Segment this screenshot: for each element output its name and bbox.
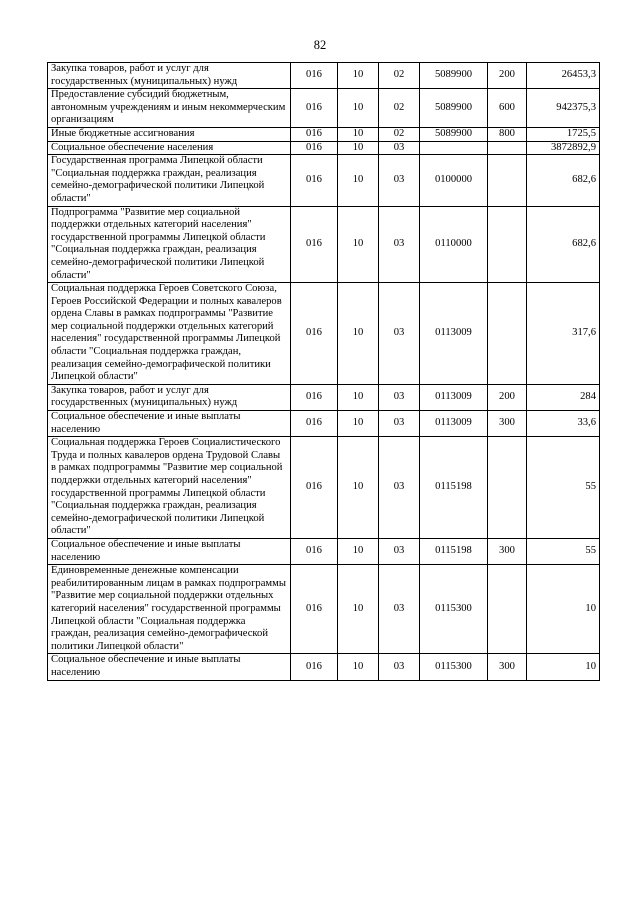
section-code-cell: 10 [338, 565, 379, 654]
table-row [48, 384, 600, 410]
row-name-cell: Социальное обеспечение и иные выплаты населению [48, 538, 291, 564]
table-row [48, 411, 600, 437]
amount-cell: 1725,5 [527, 127, 600, 141]
table-row [48, 127, 600, 141]
section-code-cell: 10 [338, 63, 379, 89]
amount-cell: 55 [527, 437, 600, 539]
amount-cell: 26453,3 [527, 63, 600, 89]
ministry-code-cell: 016 [291, 538, 338, 564]
target-article-cell: 0115300 [420, 654, 488, 680]
subsection-code-cell: 03 [379, 654, 420, 680]
amount-cell: 317,6 [527, 283, 600, 385]
amount-cell: 10 [527, 565, 600, 654]
amount-cell: 682,6 [527, 155, 600, 206]
subsection-code-cell: 03 [379, 565, 420, 654]
section-code-cell: 10 [338, 206, 379, 283]
ministry-code-cell: 016 [291, 127, 338, 141]
row-name-cell: Социальное обеспечение населения [48, 141, 291, 155]
row-name-cell: Единовременные денежные компенсации реабилитированным лицам в рамках подпрограммы "Развитие мер социальной поддержки отдельных категорий населения" государственной программы Липецкой области "Социальная поддержка граждан, реализация семейно-демографической политики Липецкой области" [48, 565, 291, 654]
ministry-code-cell: 016 [291, 283, 338, 385]
subsection-code-cell: 02 [379, 63, 420, 89]
subsection-code-cell: 03 [379, 283, 420, 385]
subsection-code-cell: 02 [379, 127, 420, 141]
expense-type-cell [488, 155, 527, 206]
expense-type-cell: 600 [488, 89, 527, 128]
section-code-cell: 10 [338, 283, 379, 385]
ministry-code-cell: 016 [291, 155, 338, 206]
ministry-code-cell: 016 [291, 411, 338, 437]
row-name-cell: Закупка товаров, работ и услуг для государственных (муниципальных) нужд [48, 384, 291, 410]
target-article-cell: 0113009 [420, 411, 488, 437]
subsection-code-cell: 03 [379, 411, 420, 437]
table-row [48, 63, 600, 89]
target-article-cell: 0113009 [420, 384, 488, 410]
ministry-code-cell: 016 [291, 141, 338, 155]
subsection-code-cell: 03 [379, 384, 420, 410]
row-name-cell: Социальная поддержка Героев Социалистического Труда и полных кавалеров ордена Трудовой Славы в рамках подпрограммы "Развитие мер социальной поддержки отдельных категорий населения" государственной программы Липецкой области "Социальная поддержка граждан, реализация семейно-демографической политики Липецкой области" [48, 437, 291, 539]
target-article-cell: 5089900 [420, 127, 488, 141]
amount-cell: 10 [527, 654, 600, 680]
amount-cell: 55 [527, 538, 600, 564]
subsection-code-cell: 02 [379, 89, 420, 128]
target-article-cell: 0100000 [420, 155, 488, 206]
expense-type-cell: 300 [488, 654, 527, 680]
ministry-code-cell: 016 [291, 565, 338, 654]
section-code-cell: 10 [338, 127, 379, 141]
section-code-cell: 10 [338, 654, 379, 680]
expense-type-cell [488, 206, 527, 283]
expense-type-cell: 300 [488, 411, 527, 437]
table-row [48, 437, 600, 539]
subsection-code-cell: 03 [379, 437, 420, 539]
amount-cell: 33,6 [527, 411, 600, 437]
expense-type-cell: 800 [488, 127, 527, 141]
table-row [48, 654, 600, 680]
expense-type-cell [488, 141, 527, 155]
row-name-cell: Социальное обеспечение и иные выплаты населению [48, 411, 291, 437]
table-row [48, 141, 600, 155]
table-row [48, 89, 600, 128]
target-article-cell: 5089900 [420, 89, 488, 128]
ministry-code-cell: 016 [291, 654, 338, 680]
expense-type-cell [488, 437, 527, 539]
page-number: 82 [313, 38, 327, 52]
amount-cell: 284 [527, 384, 600, 410]
table-row [48, 155, 600, 206]
row-name-cell: Подпрограмма "Развитие мер социальной поддержки отдельных категорий населения" государственной программы Липецкой области "Социальная поддержка граждан, реализация семейно-демографической политики Липецкой области" [48, 206, 291, 283]
section-code-cell: 10 [338, 384, 379, 410]
ministry-code-cell: 016 [291, 437, 338, 539]
amount-cell: 3872892,9 [527, 141, 600, 155]
row-name-cell: Социальная поддержка Героев Советского Союза, Героев Российской Федерации и полных кавалеров ордена Славы в рамках подпрограммы "Развитие мер социальной поддержки отдельных категорий населения" государственной программы Липецкой области "Социальная поддержка граждан, реализация семейно-демографической политики Липецкой области" [48, 283, 291, 385]
expense-type-cell [488, 283, 527, 385]
ministry-code-cell: 016 [291, 384, 338, 410]
expense-type-cell [488, 565, 527, 654]
row-name-cell: Социальное обеспечение и иные выплаты населению [48, 654, 291, 680]
amount-cell: 682,6 [527, 206, 600, 283]
section-code-cell: 10 [338, 155, 379, 206]
ministry-code-cell: 016 [291, 89, 338, 128]
target-article-cell: 0115300 [420, 565, 488, 654]
subsection-code-cell: 03 [379, 538, 420, 564]
target-article-cell: 5089900 [420, 63, 488, 89]
table-row [48, 538, 600, 564]
expense-type-cell: 200 [488, 63, 527, 89]
table-row [48, 206, 600, 283]
section-code-cell: 10 [338, 411, 379, 437]
section-code-cell: 10 [338, 437, 379, 539]
ministry-code-cell: 016 [291, 63, 338, 89]
table-row [48, 565, 600, 654]
target-article-cell: 0113009 [420, 283, 488, 385]
row-name-cell: Закупка товаров, работ и услуг для государственных (муниципальных) нужд [48, 63, 291, 89]
row-name-cell: Государственная программа Липецкой области "Социальная поддержка граждан, реализация семейно-демографической политики Липецкой области" [48, 155, 291, 206]
section-code-cell: 10 [338, 89, 379, 128]
target-article-cell [420, 141, 488, 155]
table-row [48, 283, 600, 385]
expense-type-cell: 300 [488, 538, 527, 564]
subsection-code-cell: 03 [379, 141, 420, 155]
section-code-cell: 10 [338, 538, 379, 564]
target-article-cell: 0115198 [420, 538, 488, 564]
ministry-code-cell: 016 [291, 206, 338, 283]
subsection-code-cell: 03 [379, 155, 420, 206]
amount-cell: 942375,3 [527, 89, 600, 128]
target-article-cell: 0115198 [420, 437, 488, 539]
row-name-cell: Иные бюджетные ассигнования [48, 127, 291, 141]
section-code-cell: 10 [338, 141, 379, 155]
expense-type-cell: 200 [488, 384, 527, 410]
budget-table [47, 62, 600, 681]
subsection-code-cell: 03 [379, 206, 420, 283]
row-name-cell: Предоставление субсидий бюджетным, автономным учреждениям и иным некоммерческим организациям [48, 89, 291, 128]
target-article-cell: 0110000 [420, 206, 488, 283]
